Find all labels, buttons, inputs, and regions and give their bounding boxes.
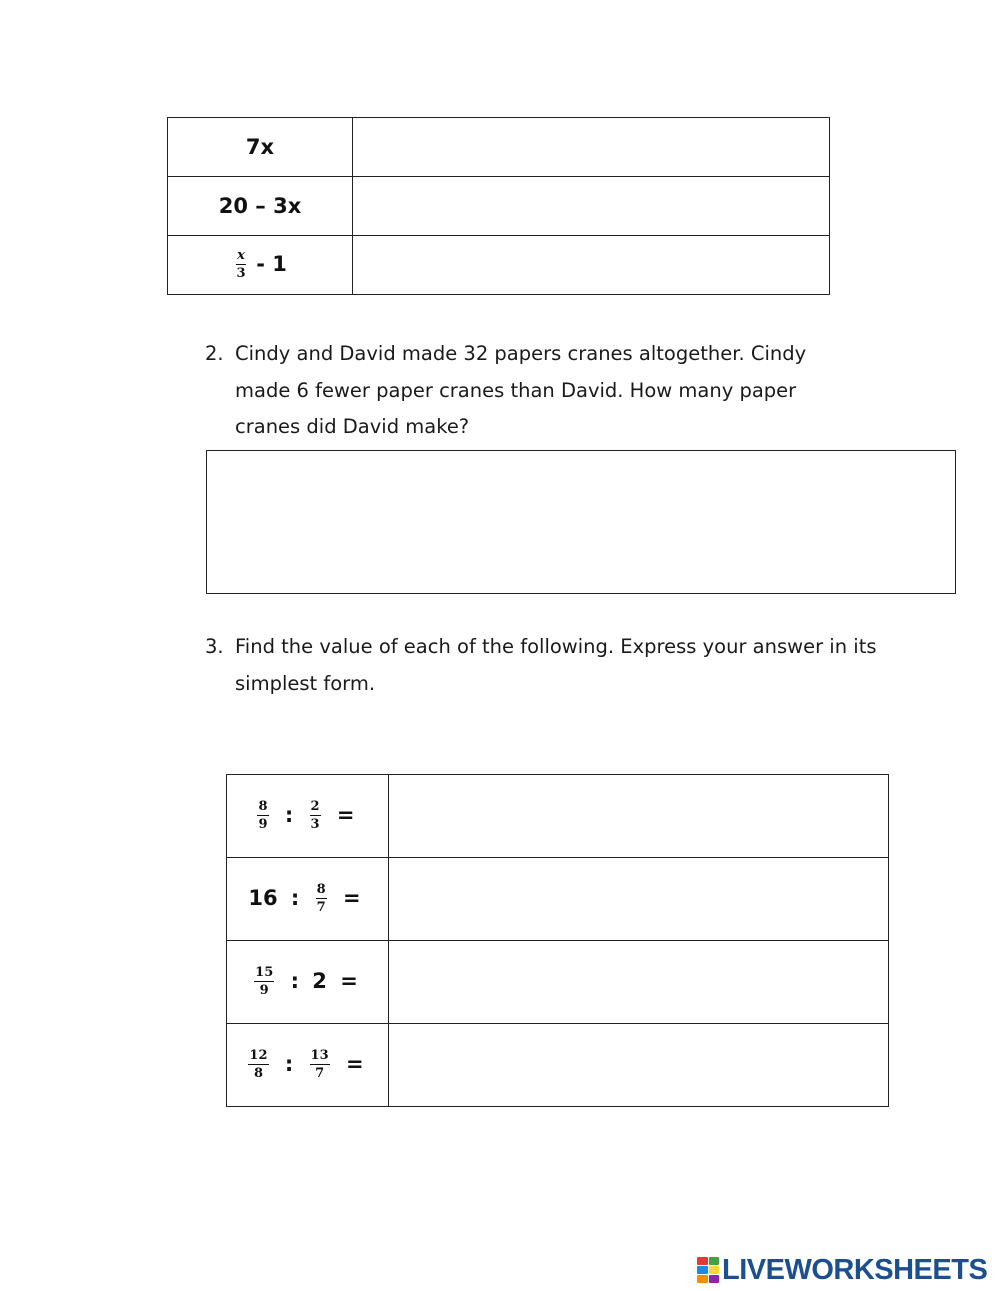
question-text: Cindy and David made 32 papers cranes altogether. Cindy made 6 fewer paper cranes than David. How many paper cranes did David make? xyxy=(235,342,807,438)
table-row xyxy=(227,941,889,1024)
logo-block xyxy=(709,1266,720,1274)
logo-icon xyxy=(697,1257,719,1283)
fraction-table xyxy=(226,774,889,1107)
table-row xyxy=(168,236,830,295)
table-row xyxy=(168,177,830,236)
logo-block xyxy=(697,1266,708,1274)
liveworksheets-logo xyxy=(697,1254,987,1286)
table-row xyxy=(168,118,830,177)
expression-table xyxy=(167,117,830,295)
expression-cell: $\frac{8}{9}$ : $\frac{2}{3}$ = xyxy=(227,775,389,858)
fraction: $\frac{15}{9}$ xyxy=(255,965,274,998)
expression-cell: 7x xyxy=(168,118,353,177)
fraction: $\frac{x}{3}$ xyxy=(236,248,246,281)
expression-cell: $\frac{x}{3}$ - 1 xyxy=(168,236,353,295)
answer-cell[interactable] xyxy=(353,177,830,236)
logo-text: LIVEWORKSHEETS xyxy=(722,1253,988,1286)
logo-block xyxy=(697,1275,708,1283)
logo-block xyxy=(709,1257,720,1265)
question-2 xyxy=(205,336,865,446)
expression-cell: $\frac{12}{8}$ : $\frac{13}{7}$ = xyxy=(227,1024,389,1107)
answer-cell[interactable] xyxy=(389,858,889,941)
fraction: $\frac{13}{7}$ xyxy=(310,1048,329,1081)
answer-cell[interactable] xyxy=(353,118,830,177)
answer-cell[interactable] xyxy=(389,941,889,1024)
answer-box[interactable] xyxy=(206,450,956,594)
question-number: 3. xyxy=(205,635,224,658)
expression-cell: 16 : $\frac{8}{7}$ = xyxy=(227,858,389,941)
question-number: 2. xyxy=(205,342,224,365)
expression-cell: $\frac{15}{9}$ : 2 = xyxy=(227,941,389,1024)
answer-cell[interactable] xyxy=(353,236,830,295)
question-text: Find the value of each of the following. Express your answer in its simplest form. xyxy=(235,635,877,695)
question-3 xyxy=(205,629,895,702)
answer-cell[interactable] xyxy=(389,775,889,858)
fraction: $\frac{12}{8}$ xyxy=(249,1048,268,1081)
table-row xyxy=(227,775,889,858)
fraction: $\frac{8}{9}$ xyxy=(258,799,268,832)
logo-block xyxy=(709,1275,720,1283)
fraction: $\frac{8}{7}$ xyxy=(316,882,326,915)
answer-cell[interactable] xyxy=(389,1024,889,1107)
expression-cell: 20 – 3x xyxy=(168,177,353,236)
logo-block xyxy=(697,1257,708,1265)
fraction: $\frac{2}{3}$ xyxy=(310,799,320,832)
table-row xyxy=(227,858,889,941)
table-row xyxy=(227,1024,889,1107)
